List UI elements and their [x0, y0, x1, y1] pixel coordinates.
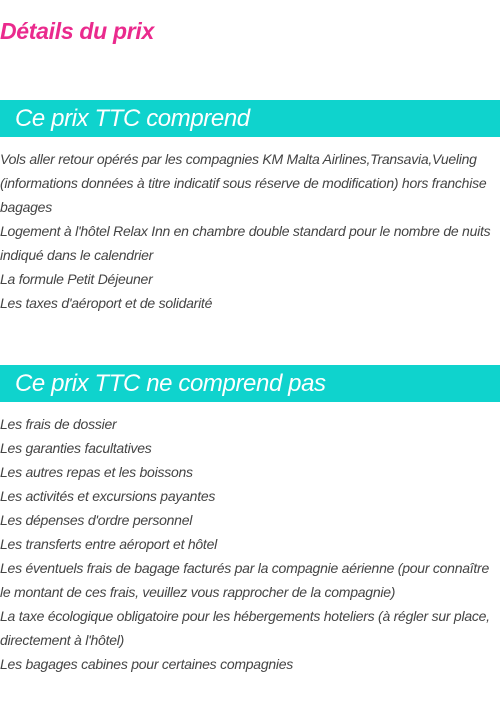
- included-item: Les taxes d'aéroport et de solidarité: [0, 295, 213, 311]
- included-item: La formule Petit Déjeuner: [0, 271, 153, 287]
- page-title: Détails du prix: [0, 18, 154, 44]
- excluded-item: Les éventuels frais de bagage facturés par la compagnie aérienne (pour connaître le montant de ces frais, veuillez vous rapprocher de la compagnie): [0, 560, 489, 600]
- excluded-item: Les bagages cabines pour certaines compagnies: [0, 656, 294, 672]
- excluded-item: Les garanties facultatives: [0, 440, 152, 456]
- included-list: [0, 147, 500, 315]
- included-item: Vols aller retour opérés par les compagnies KM Malta Airlines,Transavia,Vueling (informations données à titre indicatif sous réserve de modification) hors franchise bagages: [0, 151, 487, 215]
- excluded-item: Les activités et excursions payantes: [0, 488, 216, 504]
- excluded-item: Les transferts entre aéroport et hôtel: [0, 536, 217, 552]
- excluded-item: Les frais de dossier: [0, 416, 117, 432]
- excluded-list: [0, 412, 500, 676]
- excluded-item: Les dépenses d'ordre personnel: [0, 512, 193, 528]
- excluded-item: Les autres repas et les boissons: [0, 464, 193, 480]
- included-heading: Ce prix TTC comprend: [0, 100, 500, 137]
- excluded-heading: Ce prix TTC ne comprend pas: [0, 365, 500, 402]
- excluded-item: La taxe écologique obligatoire pour les hébergements hoteliers (à régler sur place, directement à l'hôtel): [0, 608, 490, 648]
- included-item: Logement à l'hôtel Relax Inn en chambre double standard pour le nombre de nuits indiqué dans le calendrier: [0, 223, 491, 263]
